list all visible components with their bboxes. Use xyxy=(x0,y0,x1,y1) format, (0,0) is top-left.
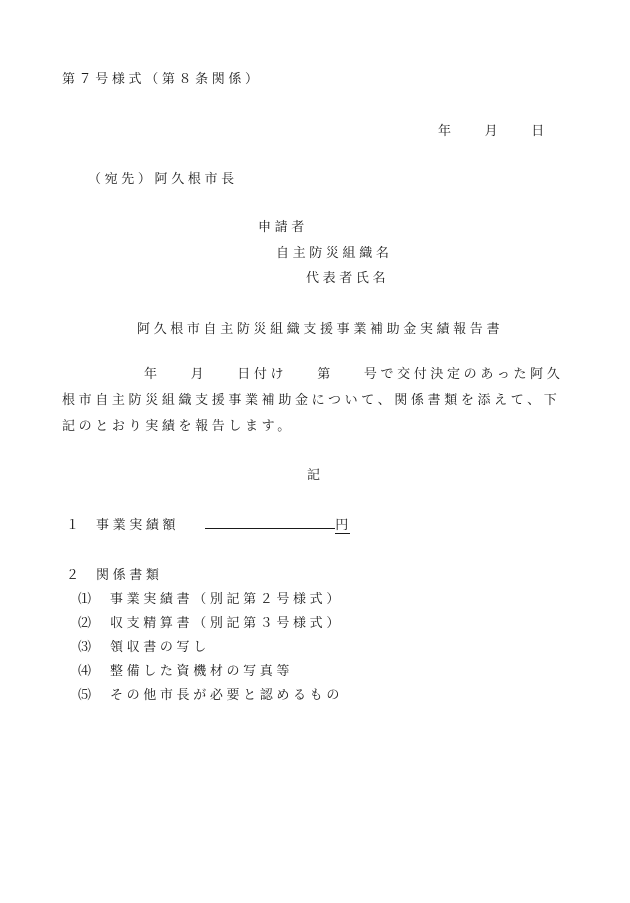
date-day-label: 日 xyxy=(531,124,548,139)
document-title: 阿久根市自主防災組織支援事業補助金実績報告書 xyxy=(137,322,504,337)
item-related-documents xyxy=(66,564,163,583)
list-item xyxy=(78,588,343,612)
list-item-mark: ⑸ xyxy=(78,688,92,703)
list-item xyxy=(78,636,343,660)
body-month: 月 xyxy=(190,367,208,382)
list-item-text: その他市長が必要と認めるもの xyxy=(110,688,343,703)
date-month-label: 月 xyxy=(484,124,502,139)
form-number-label: 第７号様式（第８条関係） xyxy=(62,72,262,87)
representative-name-label: 代表者氏名 xyxy=(306,271,390,286)
list-item-text: 事業実績書（別記第２号様式） xyxy=(110,592,343,607)
document-list xyxy=(78,588,343,708)
item-documents-label: 関係書類 xyxy=(96,568,163,583)
item-amount-number: １ xyxy=(66,518,83,533)
body-number-prefix: 第 xyxy=(317,367,334,382)
list-item-text: 収支精算書（別記第３号様式） xyxy=(110,616,343,631)
list-item xyxy=(78,684,343,708)
item-documents-number: ２ xyxy=(66,568,83,583)
list-item-mark: ⑴ xyxy=(78,592,92,607)
list-item-text: 領収書の写し xyxy=(110,640,210,655)
list-item-mark: ⑷ xyxy=(78,664,92,679)
amount-blank-line xyxy=(205,514,335,529)
applicant-title: 申請者 xyxy=(258,220,308,235)
addressee: （宛先）阿久根市長 xyxy=(88,172,238,187)
body-rest: 号で交付決定のあった阿久根市自主防災組織支援事業補助金について、関係書類を添えて、下記のとおり実績を報告します。 xyxy=(62,367,564,434)
ki-heading: 記 xyxy=(307,468,324,483)
list-item xyxy=(78,660,343,684)
date-year-label: 年 xyxy=(438,124,455,139)
body-paragraph xyxy=(62,362,572,440)
list-item-mark: ⑵ xyxy=(78,616,92,631)
body-day-ref: 日付け xyxy=(237,367,288,382)
item-amount-label: 事業実績額 xyxy=(96,518,180,533)
list-item xyxy=(78,612,343,636)
list-item-text: 整備した資機材の写真等 xyxy=(110,664,294,679)
amount-unit: 円 xyxy=(335,514,350,534)
item-amount xyxy=(66,514,350,534)
organization-name-label: 自主防災組織名 xyxy=(276,246,393,261)
list-item-mark: ⑶ xyxy=(78,640,92,655)
date-line xyxy=(438,120,548,139)
body-year: 年 xyxy=(144,367,161,382)
